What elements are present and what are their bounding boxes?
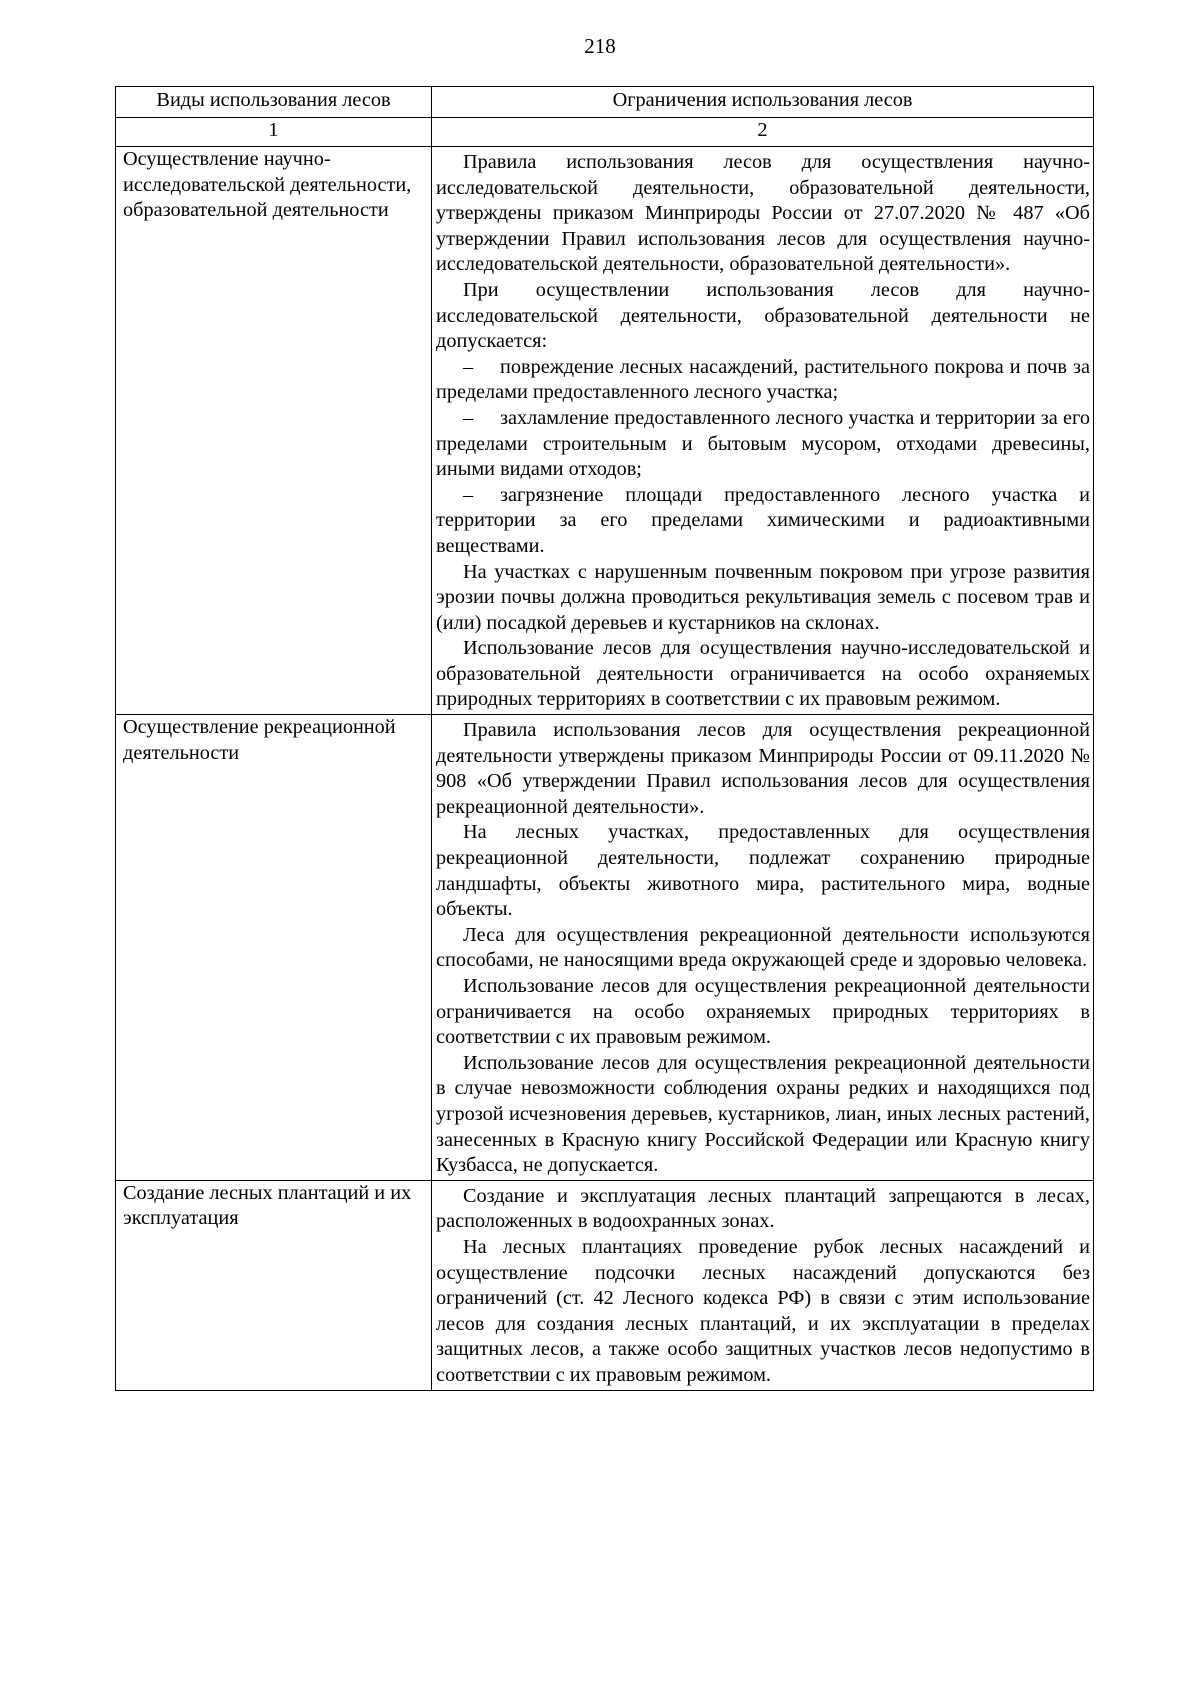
page-number: 218 xyxy=(584,34,616,58)
dash-bullet: – xyxy=(463,483,474,506)
restriction-paragraph: Использование лесов для осуществления научно-исследовательской и образовательной деятельности ограничивается на особо охраняемых природных территориях в соответствии с их правовым режимом. xyxy=(436,637,1090,711)
restriction-paragraph: Правила использования лесов для осуществления рекреационной деятельности утверждены приказом Минприроды России от 09.11.2020 № 908 «Об утверждении Правил использования лесов для осуществления рекреационной деятельности». xyxy=(436,719,1090,818)
restriction-paragraph: Использование лесов для осуществления рекреационной деятельности в случае невозможности соблюдения охраны редких и находящихся под угрозой исчезновения деревьев, кустарников, лиан, иных лесных растений, занесенных в Красную книгу Российской Федерации или Красную книгу Кузбасса, не допускается. xyxy=(436,1051,1090,1177)
restriction-list-item xyxy=(436,406,1090,483)
table-row xyxy=(116,715,1094,1181)
list-item-text: захламление предоставленного лесного участка и территории за его пределами строительным и бытовым мусором, отходами древесины, иными видами отходов; xyxy=(436,406,1090,481)
forest-use-restrictions-table xyxy=(115,86,1094,1391)
column-number-row xyxy=(116,118,1094,147)
use-type-cell: Осуществление научно-исследовательской деятельности, образовательной деятельности xyxy=(116,147,432,715)
list-item-text: загрязнение площади предоставленного лесного участка и территории за его пределами химическими и радиоактивными веществами. xyxy=(436,483,1090,557)
column-header-restrictions: Ограничения использования лесов xyxy=(432,87,1094,118)
column-number-2: 2 xyxy=(432,118,1094,147)
restriction-paragraph: На лесных плантациях проведение рубок лесных насаждений и осуществление подсочки лесных насаждений допускаются без ограничений (ст. 42 Лесного кодекса РФ) в связи с этим использование лесов для создания лесных плантаций, и их эксплуатации в пределах защитных лесов, а также особо защитных участков лесов недопустимо в соответствии с их правовым режимом. xyxy=(436,1235,1090,1386)
restriction-paragraph: На лесных участках, предоставленных для осуществления рекреационной деятельности, подлежат сохранению природные ландшафты, объекты животного мира, растительного мира, водные объекты. xyxy=(436,821,1090,921)
restriction-list-item xyxy=(436,355,1090,406)
restriction-paragraph: На участках с нарушенным почвенным покровом при угрозе развития эрозии почвы должна проводиться рекультивация земель с посевом трав и (или) посадкой деревьев и кустарников на склонах. xyxy=(436,560,1090,634)
dash-bullet: – xyxy=(463,406,474,429)
restrictions-cell xyxy=(432,1180,1094,1390)
column-header-use-types: Виды использования лесов xyxy=(116,87,432,118)
restrictions-cell xyxy=(432,147,1094,715)
table-row xyxy=(116,147,1094,715)
use-type-cell: Создание лесных плантаций и их эксплуатация xyxy=(116,1180,432,1390)
restrictions-cell xyxy=(432,715,1094,1181)
restriction-list-item xyxy=(436,483,1090,560)
restriction-paragraph: Создание и эксплуатация лесных плантаций запрещаются в лесах, расположенных в водоохранных зонах. xyxy=(436,1184,1090,1233)
table-row xyxy=(116,1180,1094,1390)
restriction-paragraph: Правила использования лесов для осуществления научно-исследовательской деятельности, образовательной деятельности, утверждены приказом Минприроды России от 27.07.2020 № 487 «Об утверждении Правил использования лесов для осуществления научно-исследовательской деятельности, образовательной деятельности». xyxy=(436,151,1090,276)
restriction-paragraph: Леса для осуществления рекреационной деятельности используются способами, не наносящими вреда окружающей среде и здоровью человека. xyxy=(436,923,1090,972)
list-item-text: повреждение лесных насаждений, растительного покрова и почв за пределами предоставленного лесного участка; xyxy=(436,355,1090,404)
column-number-1: 1 xyxy=(116,118,432,147)
use-type-cell: Осуществление рекреационной деятельности xyxy=(116,715,432,1181)
restriction-paragraph: Использование лесов для осуществления рекреационной деятельности ограничивается на особо охраняемых природных территориях в соответствии с их правовым режимом. xyxy=(436,975,1090,1049)
table-header-row xyxy=(116,87,1094,118)
restriction-paragraph: При осуществлении использования лесов для научно-исследовательской деятельности, образовательной деятельности не допускается: xyxy=(436,278,1090,353)
dash-bullet: – xyxy=(463,355,474,378)
